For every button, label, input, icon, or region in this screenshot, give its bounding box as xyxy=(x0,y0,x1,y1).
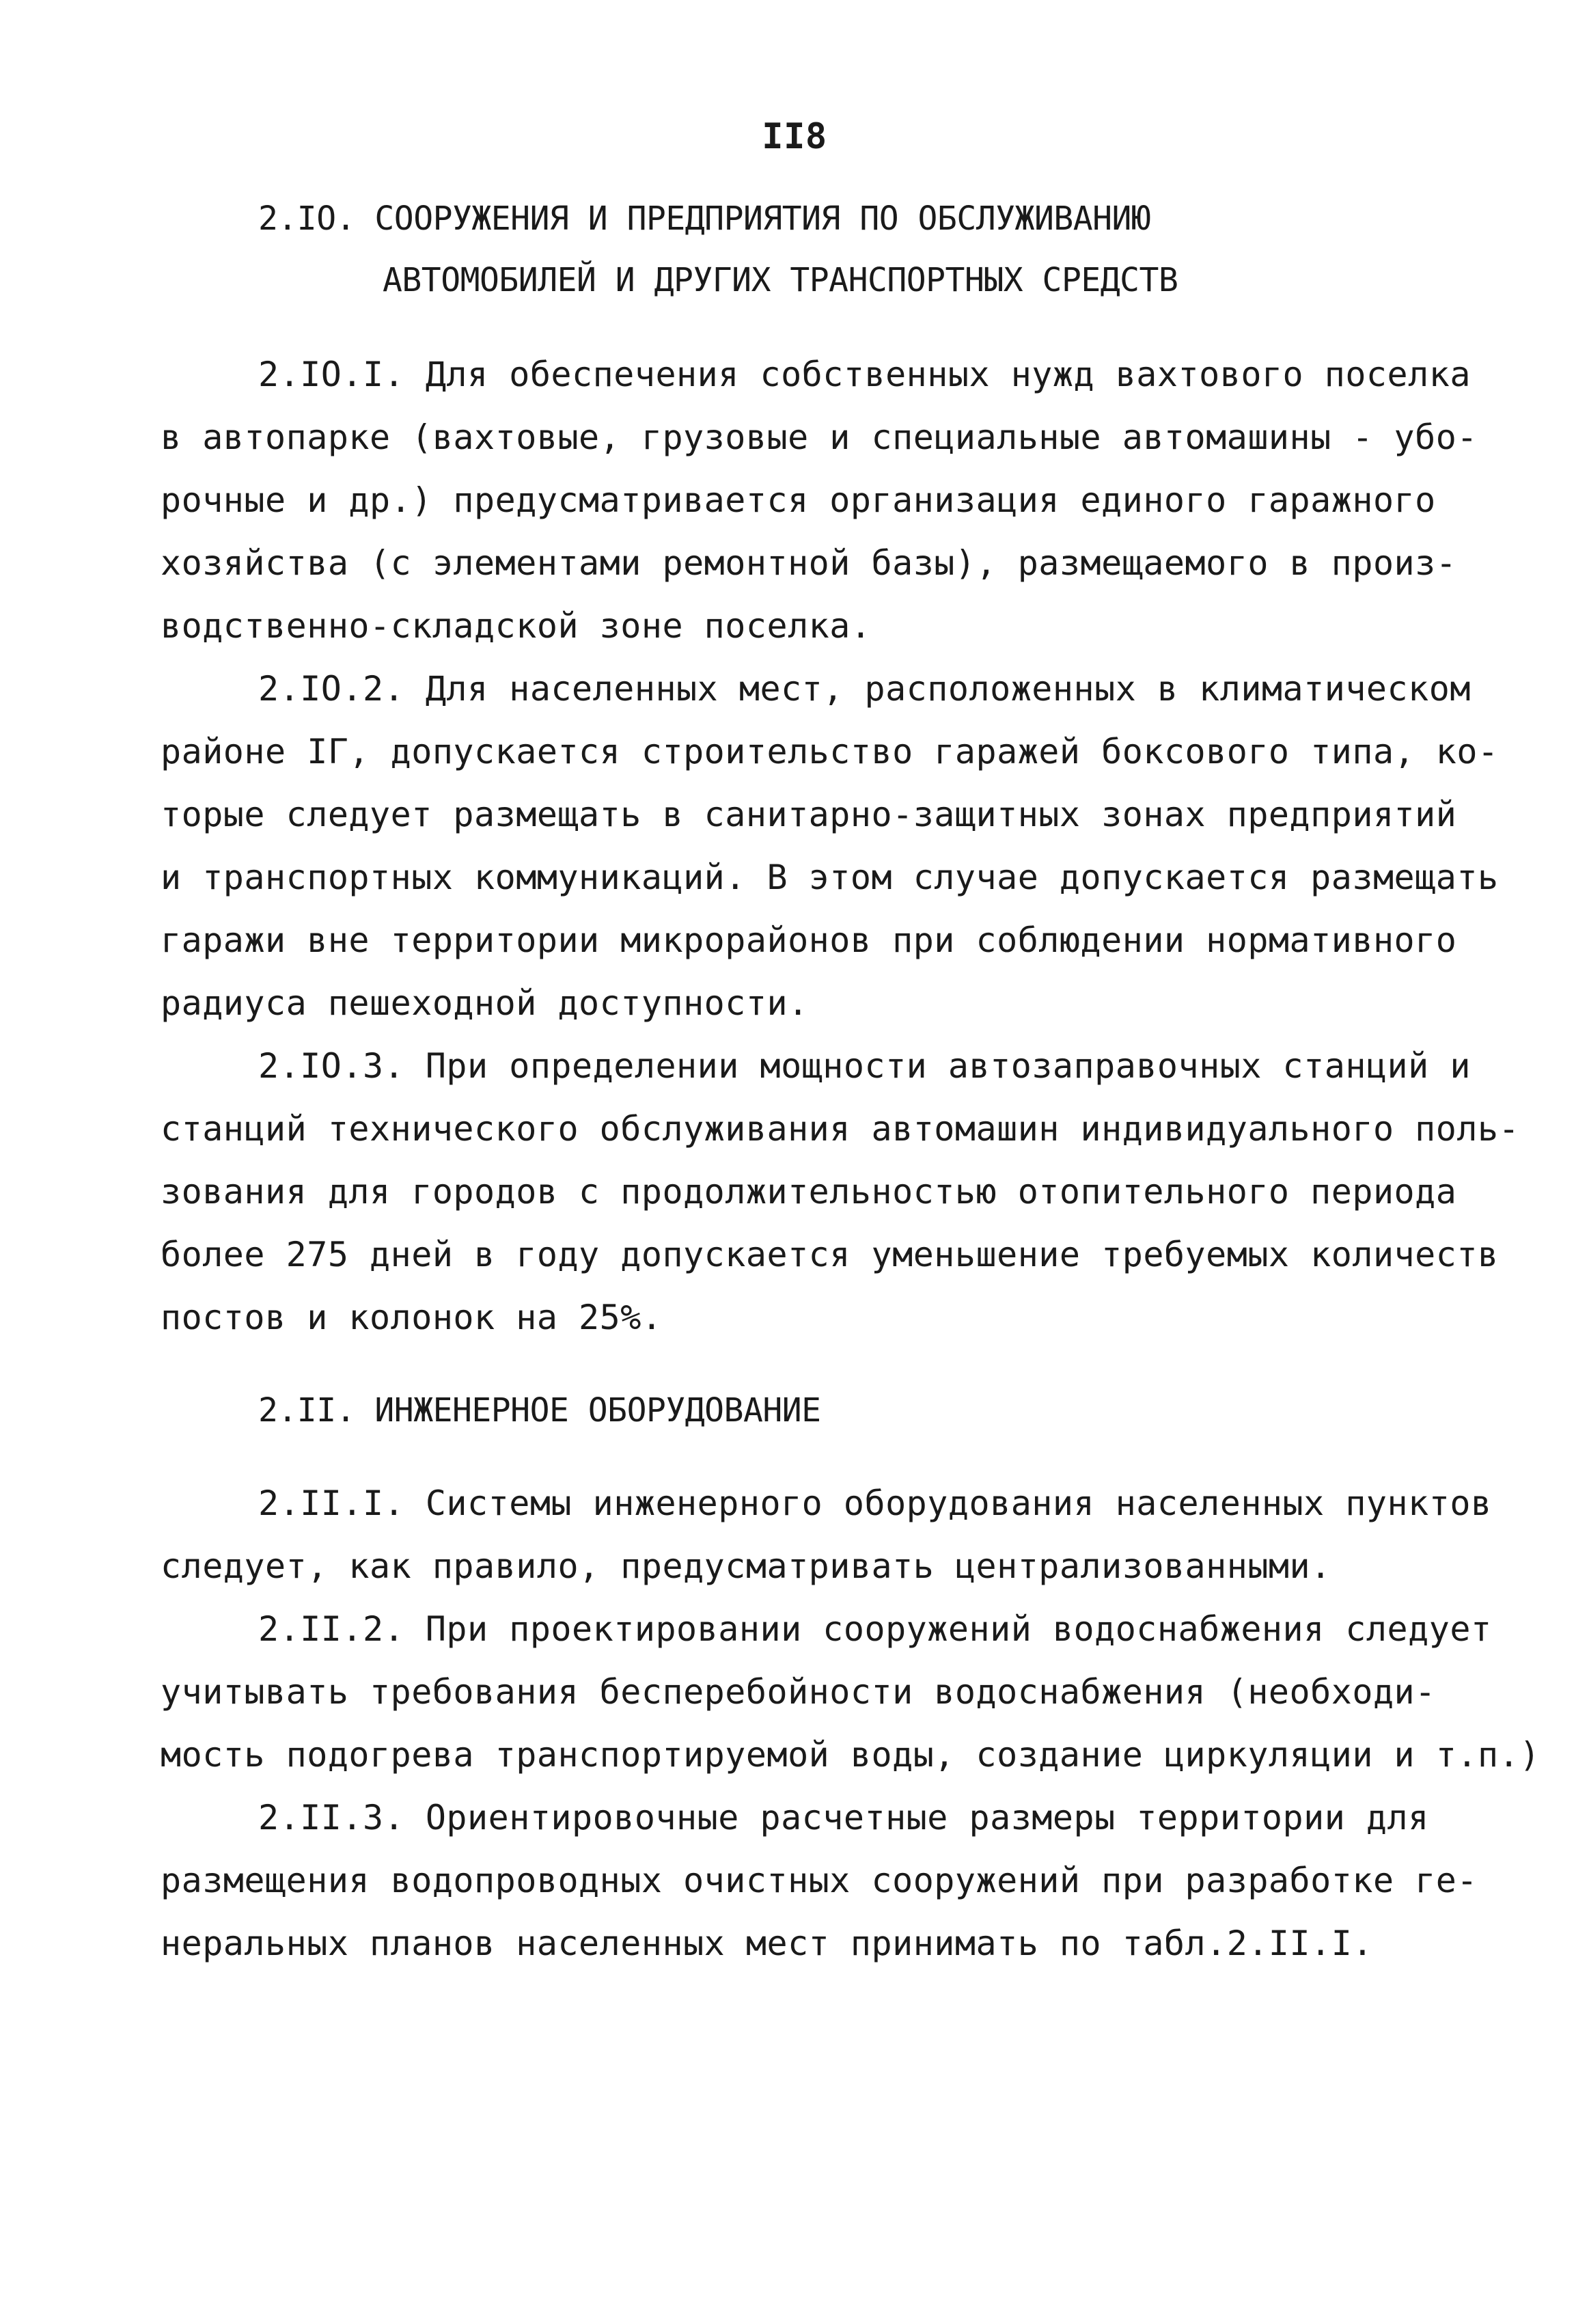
paragraph-2-11-3-line: размещения водопроводных очистных сооружений при разработке ге- xyxy=(161,1861,1478,1900)
paragraph-2-10-2-line: 2.IO.2. Для населенных мест, расположенных в климатическом xyxy=(258,669,1471,709)
paragraph-2-10-1-line: хозяйства (с элементами ремонтной базы), размещаемого в произ- xyxy=(161,543,1457,583)
paragraph-2-10-2-line: районе IГ, допускается строительство гаражей боксового типа, ко- xyxy=(161,732,1499,771)
paragraph-2-11-1-line: 2.II.I. Системы инженерного оборудования населенных пунктов xyxy=(258,1484,1492,1523)
paragraph-2-11-2-line: 2.II.2. При проектировании сооружений водоснабжения следует xyxy=(258,1609,1492,1649)
section-title-line-1: 2.IO. СООРУЖЕНИЯ И ПРЕДПРИЯТИЯ ПО ОБСЛУЖИВАНИЮ xyxy=(258,200,1151,238)
page-number: II8 xyxy=(762,116,827,157)
paragraph-2-11-1-line: следует, как правило, предусматривать централизованными. xyxy=(161,1546,1331,1586)
paragraph-2-11-3-line: 2.II.3. Ориентировочные расчетные размеры территории для xyxy=(258,1798,1429,1837)
paragraph-2-10-1-line: в автопарке (вахтовые, грузовые и специальные автомашины - убо- xyxy=(161,418,1478,457)
paragraph-2-10-1-line: 2.IO.I. Для обеспечения собственных нужд вахтового поселка xyxy=(258,355,1471,394)
paragraph-2-10-2-line: и транспортных коммуникаций. В этом случае допускается размещать xyxy=(161,858,1499,897)
paragraph-2-10-3-line: зования для городов с продолжительностью отопительного периода xyxy=(161,1172,1457,1212)
section-title-line-2: АВТОМОБИЛЕЙ И ДРУГИХ ТРАНСПОРТНЫХ СРЕДСТВ xyxy=(383,261,1178,299)
paragraph-2-10-1-line: водственно-складской зоне поселка. xyxy=(161,606,872,646)
paragraph-2-11-2-line: учитывать требования бесперебойности водоснабжения (необходи- xyxy=(161,1672,1436,1712)
paragraph-2-10-3-line: 2.IO.3. При определении мощности автозаправочных станций и xyxy=(258,1046,1471,1086)
paragraph-2-10-3-line: постов и колонок на 25%. xyxy=(161,1298,663,1337)
paragraph-2-10-2-line: радиуса пешеходной доступности. xyxy=(161,983,809,1023)
paragraph-2-10-3-line: станций технического обслуживания автомашин индивидуального поль- xyxy=(161,1109,1520,1149)
paragraph-2-10-1-line: рочные и др.) предусматривается организация единого гаражного xyxy=(161,480,1436,520)
paragraph-2-11-2-line: мость подогрева транспортируемой воды, создание циркуляции и т.п.) xyxy=(161,1735,1540,1775)
paragraph-2-10-3-line: более 275 дней в году допускается уменьшение требуемых количеств xyxy=(161,1235,1499,1274)
paragraph-2-10-2-line: гаражи вне территории микрорайонов при соблюдении нормативного xyxy=(161,920,1457,960)
paragraph-2-10-2-line: торые следует размещать в санитарно-защитных зонах предприятий xyxy=(161,795,1457,834)
section-title-2-11: 2.II. ИНЖЕНЕРНОЕ ОБОРУДОВАНИЕ xyxy=(258,1391,821,1430)
paragraph-2-11-3-line: неральных планов населенных мест принимать по табл.2.II.I. xyxy=(161,1924,1373,1963)
